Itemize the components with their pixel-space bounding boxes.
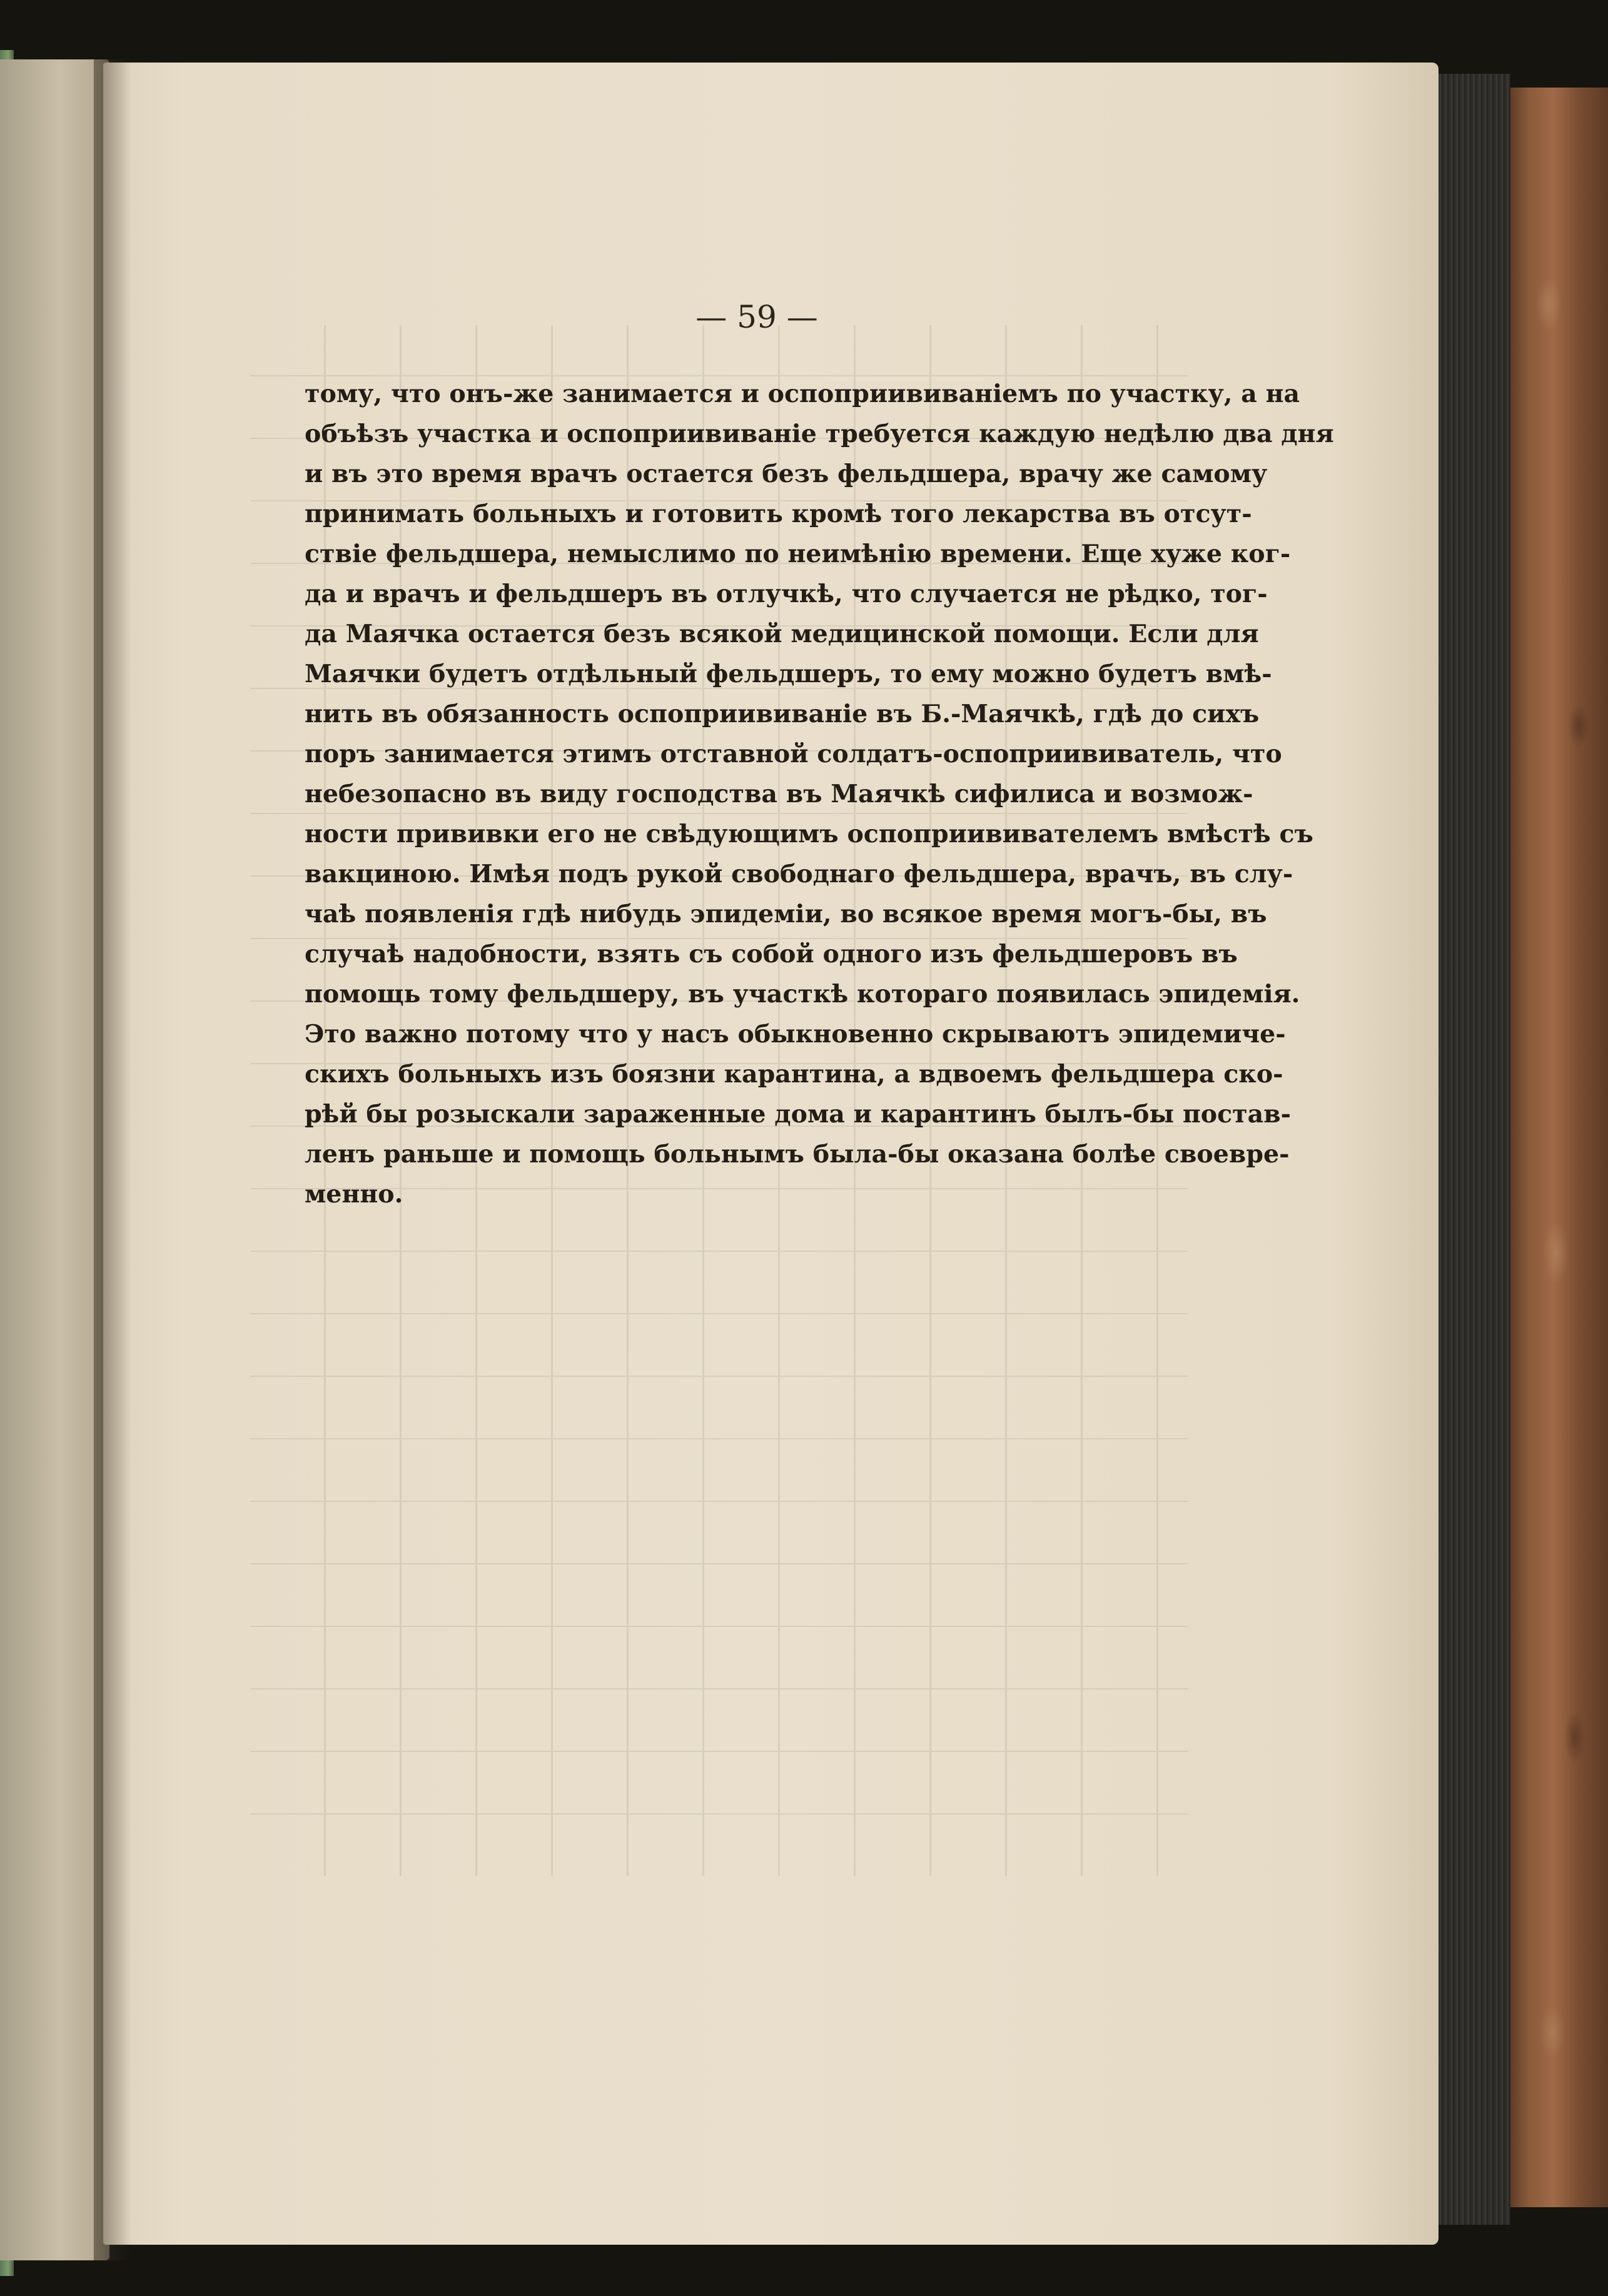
text-line: рѣй бы розыскали зараженные дома и карантинъ былъ-бы постав- (305, 1100, 1292, 1129)
text-line: ности прививки его не свѣдующимъ оспоприививателемъ вмѣстѣ съ (305, 820, 1313, 848)
text-line: нить въ обязанность оспоприививаніе въ Б.-Маячкѣ, гдѣ до сихъ (305, 700, 1260, 728)
text-line: случаѣ надобности, взять съ собой одного изъ фельдшеровъ въ (305, 940, 1238, 969)
left-page-edge (0, 59, 109, 2260)
marbled-cover-pattern (1526, 94, 1601, 2201)
text-line: помощь тому фельдшеру, въ участкѣ котораго появилась эпидемія. (305, 980, 1300, 1009)
text-line-last: менно. (305, 1180, 403, 1209)
body-text (305, 374, 1334, 1214)
text-line: принимать больныхъ и готовить кромѣ того лекарства въ отсут- (305, 500, 1252, 528)
text-line: чаѣ появленія гдѣ нибудь эпидеміи, во всякое время могъ-бы, въ (305, 900, 1267, 929)
text-line: поръ занимается этимъ отставной солдатъ-оспоприививатель, что (305, 740, 1282, 768)
text-line: тому, что онъ-же занимается и оспоприививаніемъ по участку, а на (305, 380, 1300, 408)
text-line: да и врачъ и фельдшеръ въ отлучкѣ, что случается не рѣдко, тог- (305, 580, 1268, 608)
text-line: скихъ больныхъ изъ боязни карантина, а вдвоемъ фельдшера ско- (305, 1060, 1283, 1089)
text-line: ствіе фельдшера, немыслимо по неимѣнію времени. Еще хуже ког- (305, 540, 1291, 568)
gutter-shadow (94, 59, 131, 2260)
text-line: Маячки будетъ отдѣльный фельдшеръ, то ему можно будетъ вмѣ- (305, 660, 1272, 688)
page-stack-edges (1439, 74, 1510, 2225)
text-line: вакциною. Имѣя подъ рукой свободнаго фельдшера, врачъ, въ слу- (305, 860, 1293, 889)
text-line: да Маячка остается безъ всякой медицинской помощи. Если для (305, 620, 1259, 648)
text-line: и въ это время врачъ остается безъ фельдшера, врачу же самому (305, 460, 1268, 488)
page-number: — 59 — (695, 299, 818, 335)
text-line: ленъ раньше и помощь больнымъ была-бы оказана болѣе своевре- (305, 1140, 1290, 1169)
text-line: Это важно потому что у насъ обыкновенно скрываютъ эпидемиче- (305, 1020, 1286, 1049)
text-line: небезопасно въ виду господства въ Маячкѣ сифилиса и возмож- (305, 780, 1253, 808)
text-line: объѣзъ участка и оспоприививаніе требуется каждую недѣлю два дня (305, 420, 1334, 448)
